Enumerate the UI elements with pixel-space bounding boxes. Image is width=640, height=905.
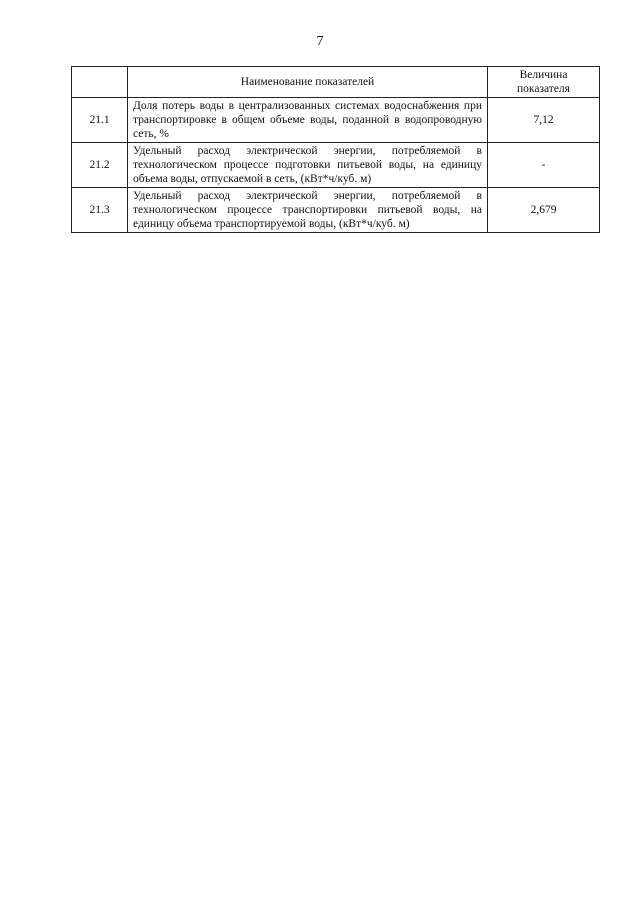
row-indicator-name: Удельный расход электрической энергии, потребляемой в технологическом процессе транспортировки питьевой воды, на единицу объема транспортируемой воды, (кВт*ч/куб. м) (128, 188, 488, 233)
table-row (72, 188, 600, 233)
table-row (72, 98, 600, 143)
indicators-table (71, 66, 600, 233)
header-number (72, 67, 128, 98)
header-row (72, 67, 600, 98)
row-value: 7,12 (488, 98, 600, 143)
row-value: - (488, 143, 600, 188)
header-name: Наименование показателей (128, 67, 488, 98)
table-body (72, 98, 600, 233)
row-indicator-name: Доля потерь воды в централизованных системах водоснабжения при транспортировке в общем объеме воды, поданной в водопроводную сеть, % (128, 98, 488, 143)
row-value: 2,679 (488, 188, 600, 233)
table-row (72, 143, 600, 188)
header-value: Величина показателя (488, 67, 600, 98)
table-header (72, 67, 600, 98)
row-number: 21.3 (72, 188, 128, 233)
row-number: 21.2 (72, 143, 128, 188)
row-indicator-name: Удельный расход электрической энергии, потребляемой в технологическом процессе подготовки питьевой воды, на единицу объема воды, отпускаемой в сеть, (кВт*ч/куб. м) (128, 143, 488, 188)
page-number: 7 (316, 34, 324, 49)
row-number: 21.1 (72, 98, 128, 143)
